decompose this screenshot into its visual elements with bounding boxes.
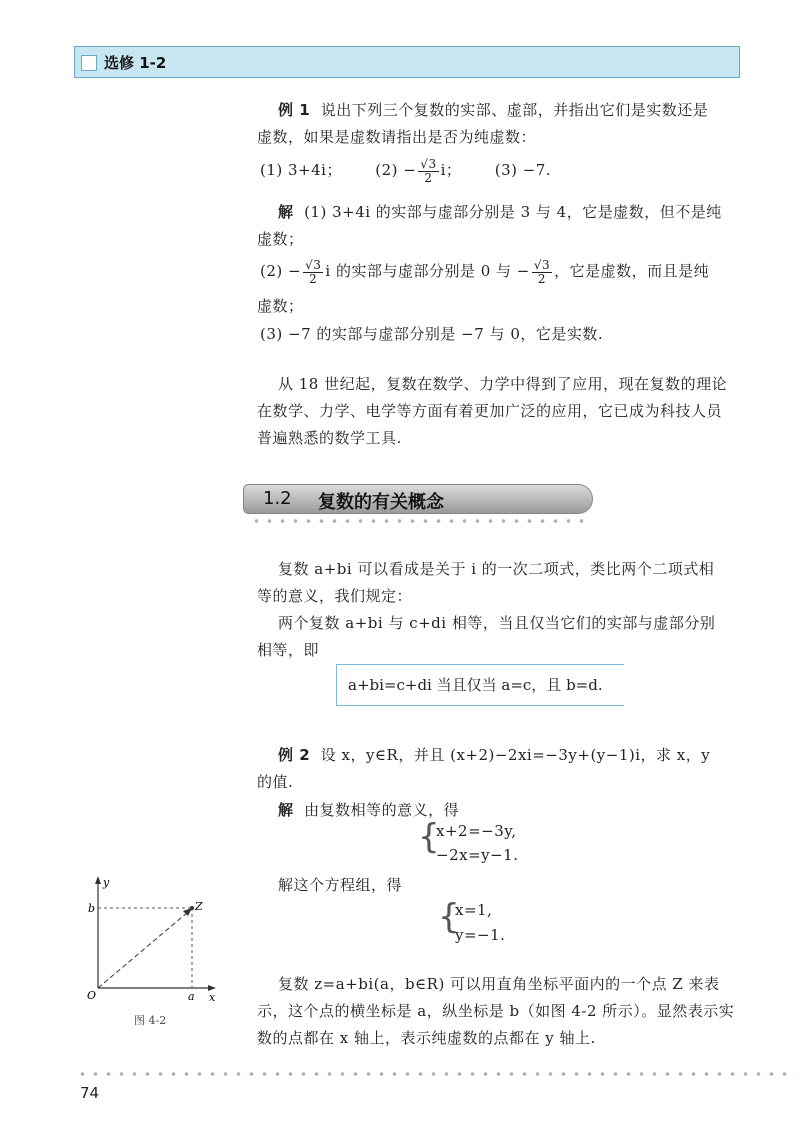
example1-item3: (3) −7. bbox=[494, 161, 552, 179]
solution1-line5: (3) −7 的实部与虚部分别是 −7 与 0，它是实数. bbox=[260, 325, 604, 343]
label-z: Z bbox=[195, 900, 203, 913]
chapter-header-bar bbox=[74, 46, 740, 78]
system1-eq1: x+2=−3y, bbox=[436, 822, 517, 840]
figure-caption: 图 4-2 bbox=[134, 1014, 167, 1027]
point-z bbox=[190, 906, 194, 910]
history-line2: 在数学、力学、电学等方面有着更加广泛的应用，它已成为科技人员 bbox=[257, 402, 723, 420]
example1-item2: (2) − $\frac{√3}{2}$ i； bbox=[375, 156, 462, 185]
solution1-line3: (2) − $\frac{√3}{2}$ i 的实部与虚部分别是 0 与 − $\frac{√3}{2}$ ，它是虚数，而且是纯 bbox=[260, 257, 710, 286]
concept-line3: 两个复数 a+bi 与 c+di 相等，当且仅当它们的实部与虚部分别 bbox=[278, 614, 716, 632]
concept-line4: 相等，即 bbox=[257, 641, 320, 659]
section-number: 1.2 bbox=[263, 488, 292, 509]
system1-eq2: −2x=y−1. bbox=[436, 846, 519, 864]
solution1-line4: 虚数； bbox=[257, 297, 304, 315]
page-number: 74 bbox=[80, 1084, 100, 1102]
footer-dotted-rule bbox=[76, 1072, 796, 1076]
plane-line3: 数的点都在 x 轴上，表示纯虚数的点都在 y 轴上. bbox=[257, 1029, 596, 1047]
concept-line2: 等的意义，我们规定： bbox=[257, 587, 413, 605]
example2-line2: 的值. bbox=[257, 773, 294, 791]
header-title: 选修 1-2 bbox=[104, 54, 167, 72]
example1-prompt-line1: 说出下列三个复数的实部、虚部，并指出它们是实数还是 bbox=[320, 101, 709, 119]
history-line1: 从 18 世纪起，复数在数学、力学中得到了应用，现在复数的理论 bbox=[278, 375, 728, 393]
example1-items bbox=[260, 157, 551, 185]
solution2-label: 解 bbox=[278, 801, 294, 819]
system2-eq1: x=1, bbox=[455, 901, 493, 919]
solution2-line2: 解这个方程组，得 bbox=[278, 876, 403, 894]
system2-eq2: y=−1. bbox=[455, 926, 506, 944]
example2-line1: 例 2 设 x，y∈R，并且 (x+2)−2xi=−3y+(y−1)i，求 x，y bbox=[278, 746, 711, 764]
solution1-block bbox=[257, 199, 728, 253]
system2-brace: { bbox=[438, 897, 460, 937]
label-a: a bbox=[188, 990, 195, 1002]
oz-vector bbox=[98, 912, 188, 988]
figure-complex-plane bbox=[84, 872, 234, 1002]
label-y: y bbox=[103, 876, 110, 889]
example1-label: 例 1 bbox=[278, 101, 311, 119]
plane-line2: 示，这个点的横坐标是 a，纵坐标是 b（如图 4-2 所示）。显然表示实 bbox=[257, 1002, 735, 1020]
label-x: x bbox=[209, 991, 216, 1002]
definition-text: a+bi=c+di 当且仅当 a=c，且 b=d. bbox=[348, 676, 603, 694]
example2-label: 例 2 bbox=[278, 746, 311, 764]
example1-prompt-line2: 虚数，如果是虚数请指出是否为纯虚数： bbox=[257, 128, 537, 146]
header-square-icon bbox=[81, 55, 97, 71]
example1-item1: (1) 3+4i； bbox=[260, 161, 342, 179]
section-title: 复数的有关概念 bbox=[318, 492, 444, 513]
solution1-label: 解 bbox=[278, 203, 294, 221]
solution1-line2: 虚数； bbox=[257, 230, 304, 248]
section-dotted-rule bbox=[250, 519, 590, 523]
solution1-line1: (1) 3+4i 的实部与虚部分别是 3 与 4，它是虚数，但不是纯 bbox=[304, 203, 722, 221]
y-axis-arrow bbox=[95, 876, 101, 884]
plane-line1: 复数 z=a+bi(a，b∈R) 可以用直角坐标平面内的一个点 Z 来表 bbox=[278, 975, 720, 993]
system1-brace: { bbox=[418, 817, 440, 857]
label-origin: O bbox=[87, 989, 97, 1002]
example1-block bbox=[257, 97, 728, 151]
history-line3: 普遍熟悉的数学工具. bbox=[257, 429, 402, 447]
label-b: b bbox=[88, 902, 96, 915]
solution2-line1: 解 由复数相等的意义，得 bbox=[278, 801, 460, 819]
concept-line1: 复数 a+bi 可以看成是关于 i 的一次二项式，类比两个二项式相 bbox=[278, 560, 715, 578]
